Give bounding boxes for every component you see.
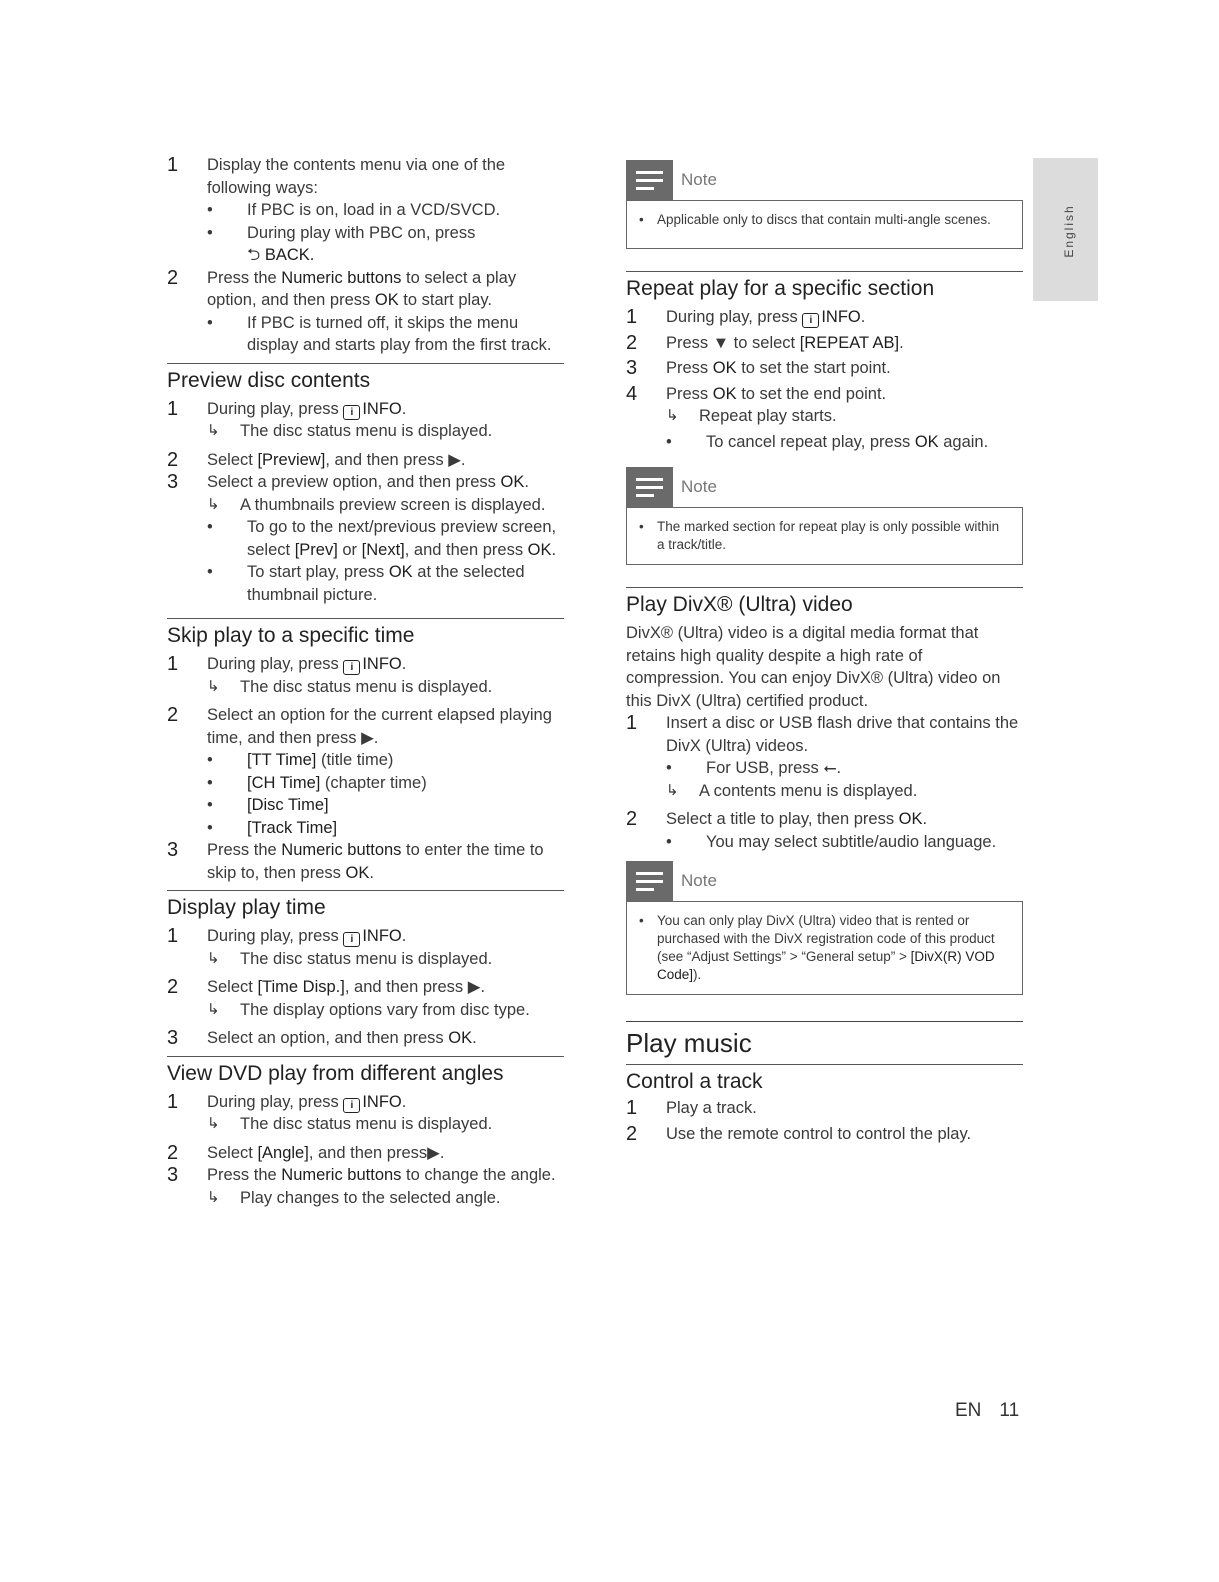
bullet: • If PBC is turned off, it skips the menu display and starts play from the first track.	[207, 312, 564, 357]
step: 2 Select [Angle], and then press▶.	[167, 1141, 445, 1164]
bullet: • To go to the next/previous preview screen, select [Prev] or [Next], and then press OK.	[207, 518, 557, 559]
info-icon: i	[343, 660, 360, 675]
result-arrow-icon: ↳	[207, 495, 220, 513]
bullet-text: During play with PBC on, press	[247, 223, 476, 242]
note: Note • You can only play DivX (Ultra) video that is rented or purchased with the DivX registration code of this product (see “Adjust Settings” > “General setup” > [DivX(R) VOD Code]).	[626, 861, 1023, 995]
key-label: BACK.	[264, 246, 315, 264]
section-title: Play DivX® (Ultra) video	[626, 587, 1023, 618]
section-title: Control a track	[626, 1070, 763, 1093]
note-label: Note	[681, 477, 717, 496]
result-arrow-icon: ↳	[207, 1115, 220, 1132]
step: 2 Press ▼ to select [REPEAT AB].	[626, 331, 904, 354]
result: ↳ A thumbnails preview screen is displayed.	[207, 494, 564, 517]
result: ↳ Play changes to the selected angle.	[207, 1187, 564, 1210]
step: 1 During play, press i INFO.	[167, 653, 407, 675]
step: 1 During play, press i INFO.	[167, 925, 407, 947]
note-icon	[626, 467, 673, 507]
section-title: Display play time	[167, 890, 564, 921]
step: 3 Press the Numeric buttons to change the angle.	[167, 1164, 556, 1186]
result: ↳ A contents menu is displayed.	[666, 780, 1023, 803]
footer-lang: EN	[955, 1400, 982, 1421]
note-text: You can only play DivX (Ultra) video that is rented or purchased with the DivX registration code of this product (see “Adjust Settings” > “General setup” >	[657, 913, 995, 964]
result: ↳ The disc status menu is displayed.	[207, 676, 564, 699]
note-label: Note	[681, 871, 717, 890]
right-column	[626, 160, 1023, 1145]
result: ↳ Repeat play starts.	[666, 405, 1023, 428]
result-arrow-icon: ↳	[207, 1188, 220, 1206]
step: 2 Select a title to play, then press OK.	[626, 808, 928, 830]
step: 1 During play, press i INFO.	[167, 1090, 407, 1113]
left-column	[167, 154, 564, 1209]
result-arrow-icon: ↳	[666, 407, 679, 424]
bullet: • You may select subtitle/audio language.	[666, 832, 997, 851]
result-arrow-icon: ↳	[666, 781, 679, 799]
back-icon: ⮌	[247, 246, 265, 264]
step: 3 Press the Numeric buttons to enter the time to skip to, then press OK.	[167, 839, 544, 882]
step	[167, 154, 564, 199]
bullet: • [TT Time] (title time)	[207, 751, 394, 769]
result: ↳ The disc status menu is displayed.	[207, 420, 564, 443]
paragraph: DivX® (Ultra) video is a digital media format that retains high quality despite a high rate of compression. You can enjoy DivX® (Ultra) video on this DivX (Ultra) certified product.	[626, 624, 1001, 710]
note-text: Applicable only to discs that contain multi-angle scenes.	[657, 212, 991, 227]
result: ↳ The disc status menu is displayed.	[207, 1113, 564, 1136]
result-arrow-icon: ↳	[207, 422, 220, 439]
result: ↳ The disc status menu is displayed.	[207, 948, 564, 971]
bullet: • To cancel repeat play, press OK again.	[666, 432, 989, 451]
result-arrow-icon: ↳	[207, 677, 220, 695]
section-title: Skip play to a specific time	[167, 618, 564, 649]
step: 2 Press the Numeric buttons to select a play option, and then press OK to start play.	[167, 267, 564, 312]
step: 2 Select [Time Disp.], and then press ▶.	[167, 976, 486, 998]
step: 3 Press OK to set the start point.	[626, 357, 891, 379]
info-icon: i	[343, 405, 360, 420]
note-icon	[626, 160, 673, 200]
language-tab	[1033, 158, 1098, 301]
note: Note • Applicable only to discs that contain multi-angle scenes.	[626, 160, 1023, 249]
info-icon: i	[343, 1098, 360, 1113]
note-icon	[626, 861, 673, 901]
note-text: The marked section for repeat play is only possible within a track/title.	[657, 519, 1000, 552]
step: 2 Select an option for the current elapsed playing time, and then press ▶.	[167, 704, 552, 747]
language-tab-label: English	[1062, 204, 1076, 258]
bullet: • To start play, press OK at the selected thumbnail picture.	[207, 563, 525, 604]
page-number: 11	[999, 1400, 1020, 1421]
section-title: Repeat play for a specific section	[626, 271, 1023, 302]
bullet: • During play with PBC on, press ⮌ BACK.	[207, 223, 476, 264]
note-label: Note	[681, 170, 717, 189]
section-title: Preview disc contents	[167, 363, 564, 394]
bullet: • [Track Time]	[207, 818, 338, 837]
chapter-title: Play music	[626, 1021, 1023, 1065]
step: 4 Press OK to set the end point.	[626, 382, 887, 405]
step: 1 Insert a disc or USB flash drive that contains the DivX (Ultra) videos.	[626, 712, 1019, 755]
info-icon: i	[343, 932, 360, 947]
step: 2 Select [Preview], and then press ▶.	[167, 448, 466, 471]
step: 3 Select a preview option, and then press OK.	[167, 471, 529, 493]
bullet: • For USB, press ⭠.	[666, 759, 842, 777]
info-icon: i	[802, 313, 819, 328]
step: 1 During play, press i INFO.	[626, 306, 866, 328]
result-arrow-icon: ↳	[207, 949, 220, 967]
step-number: 1	[167, 154, 179, 176]
step: 3 Select an option, and then press OK.	[167, 1027, 477, 1049]
section-title: View DVD play from different angles	[167, 1056, 564, 1087]
bullet-text: If PBC is on, load in a VCD/SVCD.	[247, 201, 501, 219]
bullet: • [CH Time] (chapter time)	[207, 773, 427, 792]
step: 2 Use the remote control to control the play.	[626, 1122, 972, 1145]
step-text: Display the contents menu via one of the following ways:	[207, 156, 506, 197]
result-arrow-icon: ↳	[207, 1000, 220, 1018]
result: ↳ The display options vary from disc type.	[207, 999, 564, 1022]
step-number: 2	[167, 266, 179, 289]
bullet: • [Disc Time]	[207, 796, 329, 814]
bullet-text: If PBC is turned off, it skips the menu display and starts play from the first track.	[247, 313, 552, 354]
page-footer	[955, 1400, 1019, 1422]
step: 1 Play a track.	[626, 1097, 757, 1119]
bullet: • If PBC is on, load in a VCD/SVCD.	[207, 199, 564, 222]
step: 1 During play, press i INFO.	[167, 397, 407, 420]
note: Note • The marked section for repeat play is only possible within a track/title.	[626, 467, 1023, 565]
